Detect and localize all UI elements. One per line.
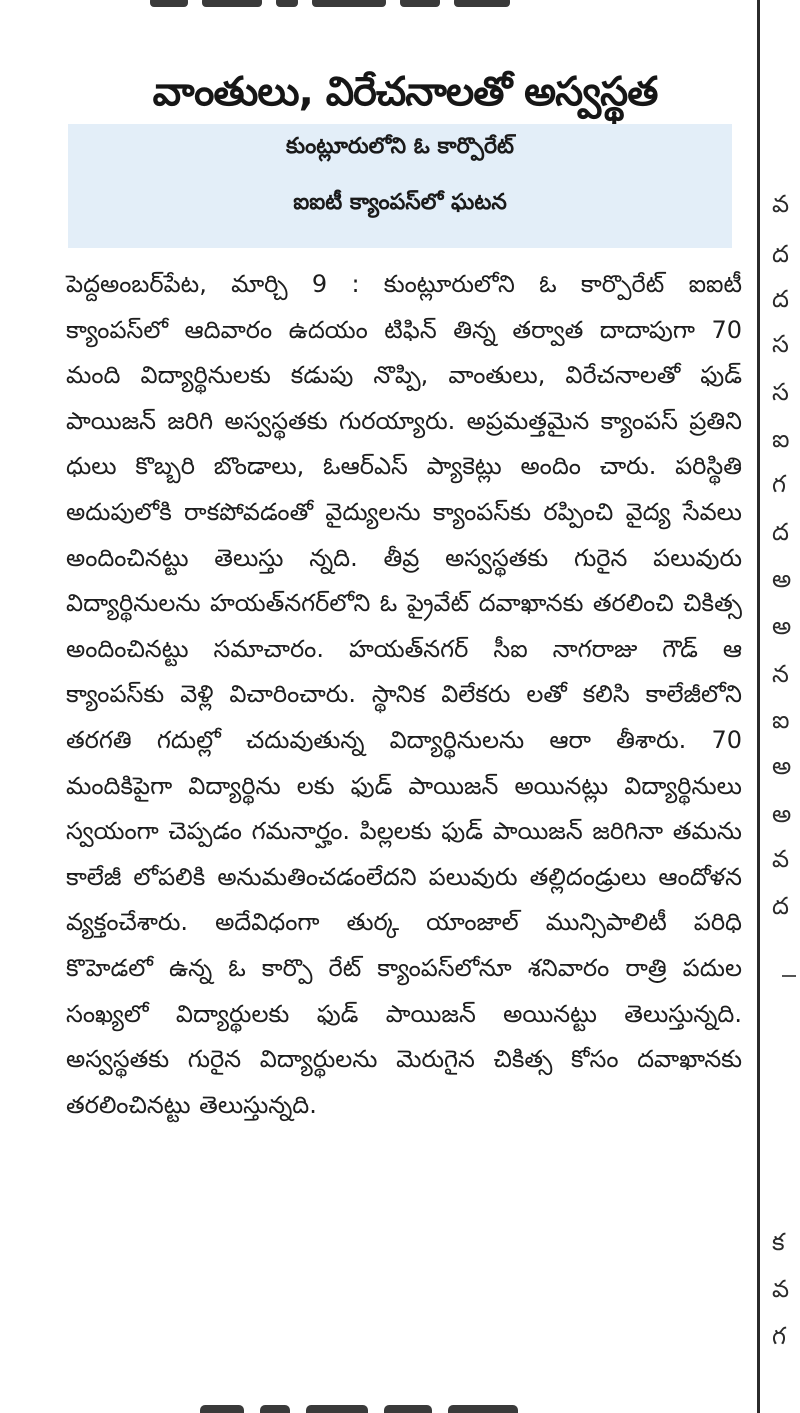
adjacent-fragment: న	[772, 660, 789, 688]
cropped-previous-line	[150, 0, 570, 10]
article-body: పెద్దఅంబర్‌పేట, మార్చి 9 : కుంట్లూరులోని ఓ కార్పొరేట్ ఐఐటీ క్యాంపస్‌లో ఆదివారం ఉదయం టిఫిన్ తిన్న తర్వాత దాదాపుగా 70 మంది విద్యార్థినులకు కడుపు నొప్పి, వాంతులు, విరేచనాలతో ఫుడ్ పాయిజన్ జరిగి అస్వస్థతకు గురయ్యారు. అప్రమత్తమైన క్యాంపస్ ప్రతిని ధులు కొబ్బరి బొండాలు, ఓఆర్‌ఎస్ ప్యాకెట్లు అందిం చారు. పరిస్థితి అదుపులోకి రాకపోవడంతో వైద్యులను క్యాంపస్‌కు రప్పించి వైద్య సేవలు అందించినట్టు తెలుస్తు న్నది. తీవ్ర అస్వస్థతకు గురైన పలువురు విద్యార్థినులను హయత్‌నగర్‌లోని ఓ ప్రైవేట్ దవాఖానకు తరలించి చికిత్స అందించినట్టు సమాచారం. హయత్‌నగర్ సీఐ నాగరాజు గౌడ్ ఆ క్యాంపస్‌కు వెళ్లి విచారించారు. స్థానిక విలేకరు లతో కలిసి కాలేజీలోని తరగతి గదుల్లో చదువుతున్న విద్యార్థినులను ఆరా తీశారు. 70 మందికిపైగా విద్యార్థిను లకు ఫుడ్ పాయిజన్ అయినట్లు విద్యార్థినులు స్వయంగా చెప్పడం గమనార్హం. పిల్లలకు ఫుడ్ పాయిజన్ జరిగినా తమను కాలేజీ లోపలికి అనుమతించడంలేదని పలువురు తల్లిదండ్రులు ఆందోళన వ్యక్తంచేశారు. అదేవిధంగా తుర్క యాంజాల్ మున్సిపాలిటీ పరిధి కొహెడలో ఉన్న ఓ కార్పొ రేట్ క్యాంపస్‌లోనూ శనివారం రాత్రి పదుల సంఖ్యలో విద్యార్థులకు ఫుడ్ పాయిజన్ అయినట్టు తెలుస్తున్నది. అస్వస్థతకు గురైన విద్యార్థులను మెరుగైన చికిత్స కోసం దవాఖానకు తరలించినట్టు తెలుస్తున్నది.	[66, 270, 742, 1119]
adjacent-fragment: స	[772, 378, 789, 406]
subheadline-line-1: కుంట్లూరులోని ఓ కార్పొరేట్	[286, 134, 514, 159]
adjacent-fragment: క	[772, 1228, 785, 1256]
adjacent-fragment: అ	[772, 612, 792, 640]
adjacent-fragment: ద	[772, 285, 789, 313]
adjacent-fragment: వ	[772, 845, 790, 873]
column-divider	[757, 0, 760, 1413]
adjacent-fragment: గ	[772, 470, 786, 498]
adjacent-fragment: గ	[772, 1322, 786, 1350]
adjacent-fragment: అ	[772, 565, 792, 593]
adjacent-fragment: ఐ	[772, 706, 790, 734]
cropped-next-line	[200, 1400, 580, 1413]
adjacent-column	[772, 0, 800, 1413]
subheadline-line-2: ఐఐటీ క్యాంపస్‌లో ఘటన	[293, 190, 507, 215]
adjacent-fragment: ద	[772, 518, 789, 546]
adjacent-fragment: ఐ	[772, 425, 790, 453]
adjacent-fragment: ద	[772, 892, 789, 920]
adjacent-fragment: ద	[772, 240, 789, 268]
adjacent-fragment: స	[772, 330, 789, 358]
adjacent-fragment: అ	[772, 752, 792, 780]
adjacent-fragment: వ	[772, 190, 790, 218]
adjacent-separator-mark	[782, 975, 796, 977]
article-headline: వాంతులు, విరేచనాలతో అస్వస్థత	[152, 68, 658, 115]
adjacent-fragment: వ	[772, 1275, 790, 1303]
adjacent-fragment: అ	[772, 800, 792, 828]
